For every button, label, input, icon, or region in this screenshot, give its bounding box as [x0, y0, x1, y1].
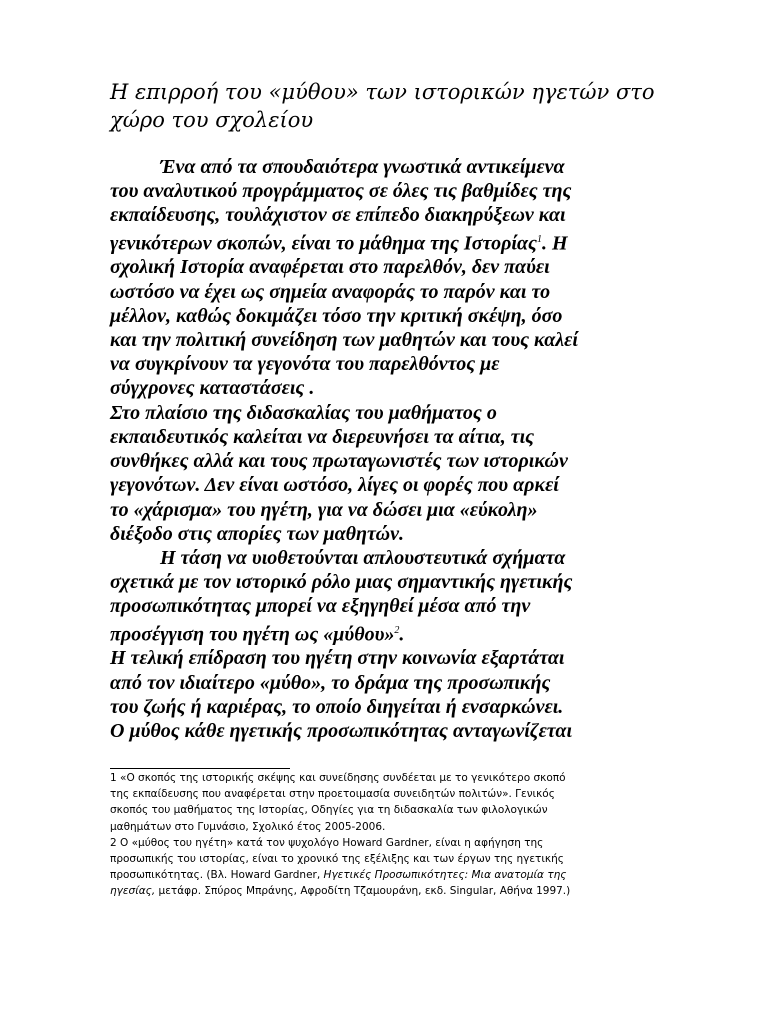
footnote-line: [110, 867, 655, 883]
body-line: από τον ιδιαίτερο «μύθο», το δράμα της προσωπικής: [110, 671, 551, 694]
body-line: Στο πλαίσιο της διδασκαλίας του μαθήματος ο: [110, 401, 497, 424]
body-line: Η τάση να υιοθετούνται απλουστευτικά σχήματα: [160, 546, 566, 569]
body-line: εκπαίδευσης, τουλάχιστον σε επίπεδο διακηρύξεων και: [110, 204, 566, 227]
body-line: και την πολιτική συνείδηση των μαθητών και τους καλεί: [110, 329, 578, 352]
body-line: συνθήκες αλλά και τους πρωταγωνιστές των ιστορικών: [110, 450, 568, 473]
footnote-line: μαθημάτων στο Γυμνάσιο, Σχολικό έτος 2005-2006.: [110, 820, 386, 833]
body-line-tail: .: [399, 623, 405, 646]
footnote-ref-2[interactable]: 2: [394, 624, 400, 636]
body-line: μέλλον, καθώς δοκιμάζει τόσο την κριτική σκέψη, όσο: [110, 304, 563, 327]
footnote-line: 2 Ο «μύθος του ηγέτη» κατά τον ψυχολόγο Howard Gardner, είναι η αφήγηση της: [110, 836, 544, 849]
body-line: Η τελική επίδραση του ηγέτη στην κοινωνία εξαρτάται: [110, 647, 565, 670]
title-line: χώρο του σχολείου: [110, 108, 314, 132]
paragraph-3: [110, 546, 665, 646]
footnotes: [110, 770, 655, 900]
footnote-line: σκοπός του μαθήματος της Ιστορίας, Οδηγίες για τη διδασκαλία των φιλολογικών: [110, 804, 548, 817]
document-title: [110, 78, 670, 134]
body-line: σύγχρονες καταστάσεις .: [110, 377, 315, 400]
body-line: εκπαιδευτικός καλείται να διερευνήσει τα αίτια, τις: [110, 425, 535, 448]
footnote-ref-1[interactable]: 1: [536, 233, 542, 245]
body-line: να συγκρίνουν τα γεγονότα του παρελθόντος με: [110, 353, 500, 376]
body-line: του αναλυτικού προγράμματος σε όλες τις βαθμίδες της: [110, 180, 572, 203]
footnote-text: προσωπικότητας. (Βλ. Howard Gardner,: [110, 869, 324, 882]
title-line: Η επιρροή του «μύθου» των ιστορικών ηγετών στο: [110, 80, 655, 104]
body-line-tail: . Η: [541, 232, 568, 255]
body-line: ωστόσο να έχει ως σημεία αναφοράς το παρόν και το: [110, 280, 551, 303]
footnote-text: μετάφρ. Σπύρος Μπράνης, Αφροδίτη Τζαμουράνη, εκδ. Singular, Αθήνα 1997.): [155, 885, 571, 898]
body-line-with-note: [110, 228, 665, 256]
footnote-line: προσωπικής του ιστορίας, είναι το χρονικό της εξέλιξης και των έργων της ηγετικής: [110, 853, 564, 866]
body-line: γεγονότων. Δεν είναι ωστόσο, λίγες οι φορές που αρκεί: [110, 474, 559, 497]
body-line-text: γενικότερων σκοπών, είναι το μάθημα της Ιστορίας: [110, 232, 537, 255]
body-line: σχετικά με τον ιστορικό ρόλο μιας σημαντικής ηγετικής: [110, 571, 573, 594]
footnote-line: της εκπαίδευσης που αναφέρεται στην προετοιμασία συνειδητών πολιτών». Γενικός: [110, 788, 555, 801]
body-line-text: προσέγγιση του ηγέτη ως «μύθου»: [110, 623, 395, 646]
body-line: το «χάρισμα» του ηγέτη, για να δώσει μια «εύκολη»: [110, 498, 538, 521]
book-title: Ηγετικές Προσωπικότητες: Μια ανατομία της: [323, 869, 567, 882]
body-line: διέξοδο στις απορίες των μαθητών.: [110, 522, 404, 545]
article-body: [110, 155, 665, 743]
body-line: σχολική Ιστορία αναφέρεται στο παρελθόν, δεν παύει: [110, 256, 550, 279]
footnote-2: [110, 835, 655, 900]
paragraph-2: [110, 401, 665, 546]
paragraph-1: [110, 155, 665, 401]
footnote-divider: [110, 768, 290, 769]
body-line-with-note: [110, 619, 665, 647]
body-line: προσωπικότητας μπορεί να εξηγηθεί μέσα από την: [110, 595, 531, 618]
body-line: Ένα από τα σπουδαιότερα γνωστικά αντικείμενα: [160, 156, 565, 178]
body-line: Ο μύθος κάθε ηγετικής προσωπικότητας ανταγωνίζεται: [110, 719, 573, 742]
body-line: του ζωής ή καριέρας, το οποίο διηγείται ή ενσαρκώνει.: [110, 695, 564, 718]
paragraph-4: [110, 646, 665, 743]
footnote-line: [110, 883, 655, 899]
footnote-1: [110, 770, 655, 835]
footnote-line: 1 «Ο σκοπός της ιστορικής σκέψης και συνείδησης συνδέεται με το γενικότερο σκοπό: [110, 772, 566, 784]
book-title: ηγεσίας,: [110, 885, 156, 898]
